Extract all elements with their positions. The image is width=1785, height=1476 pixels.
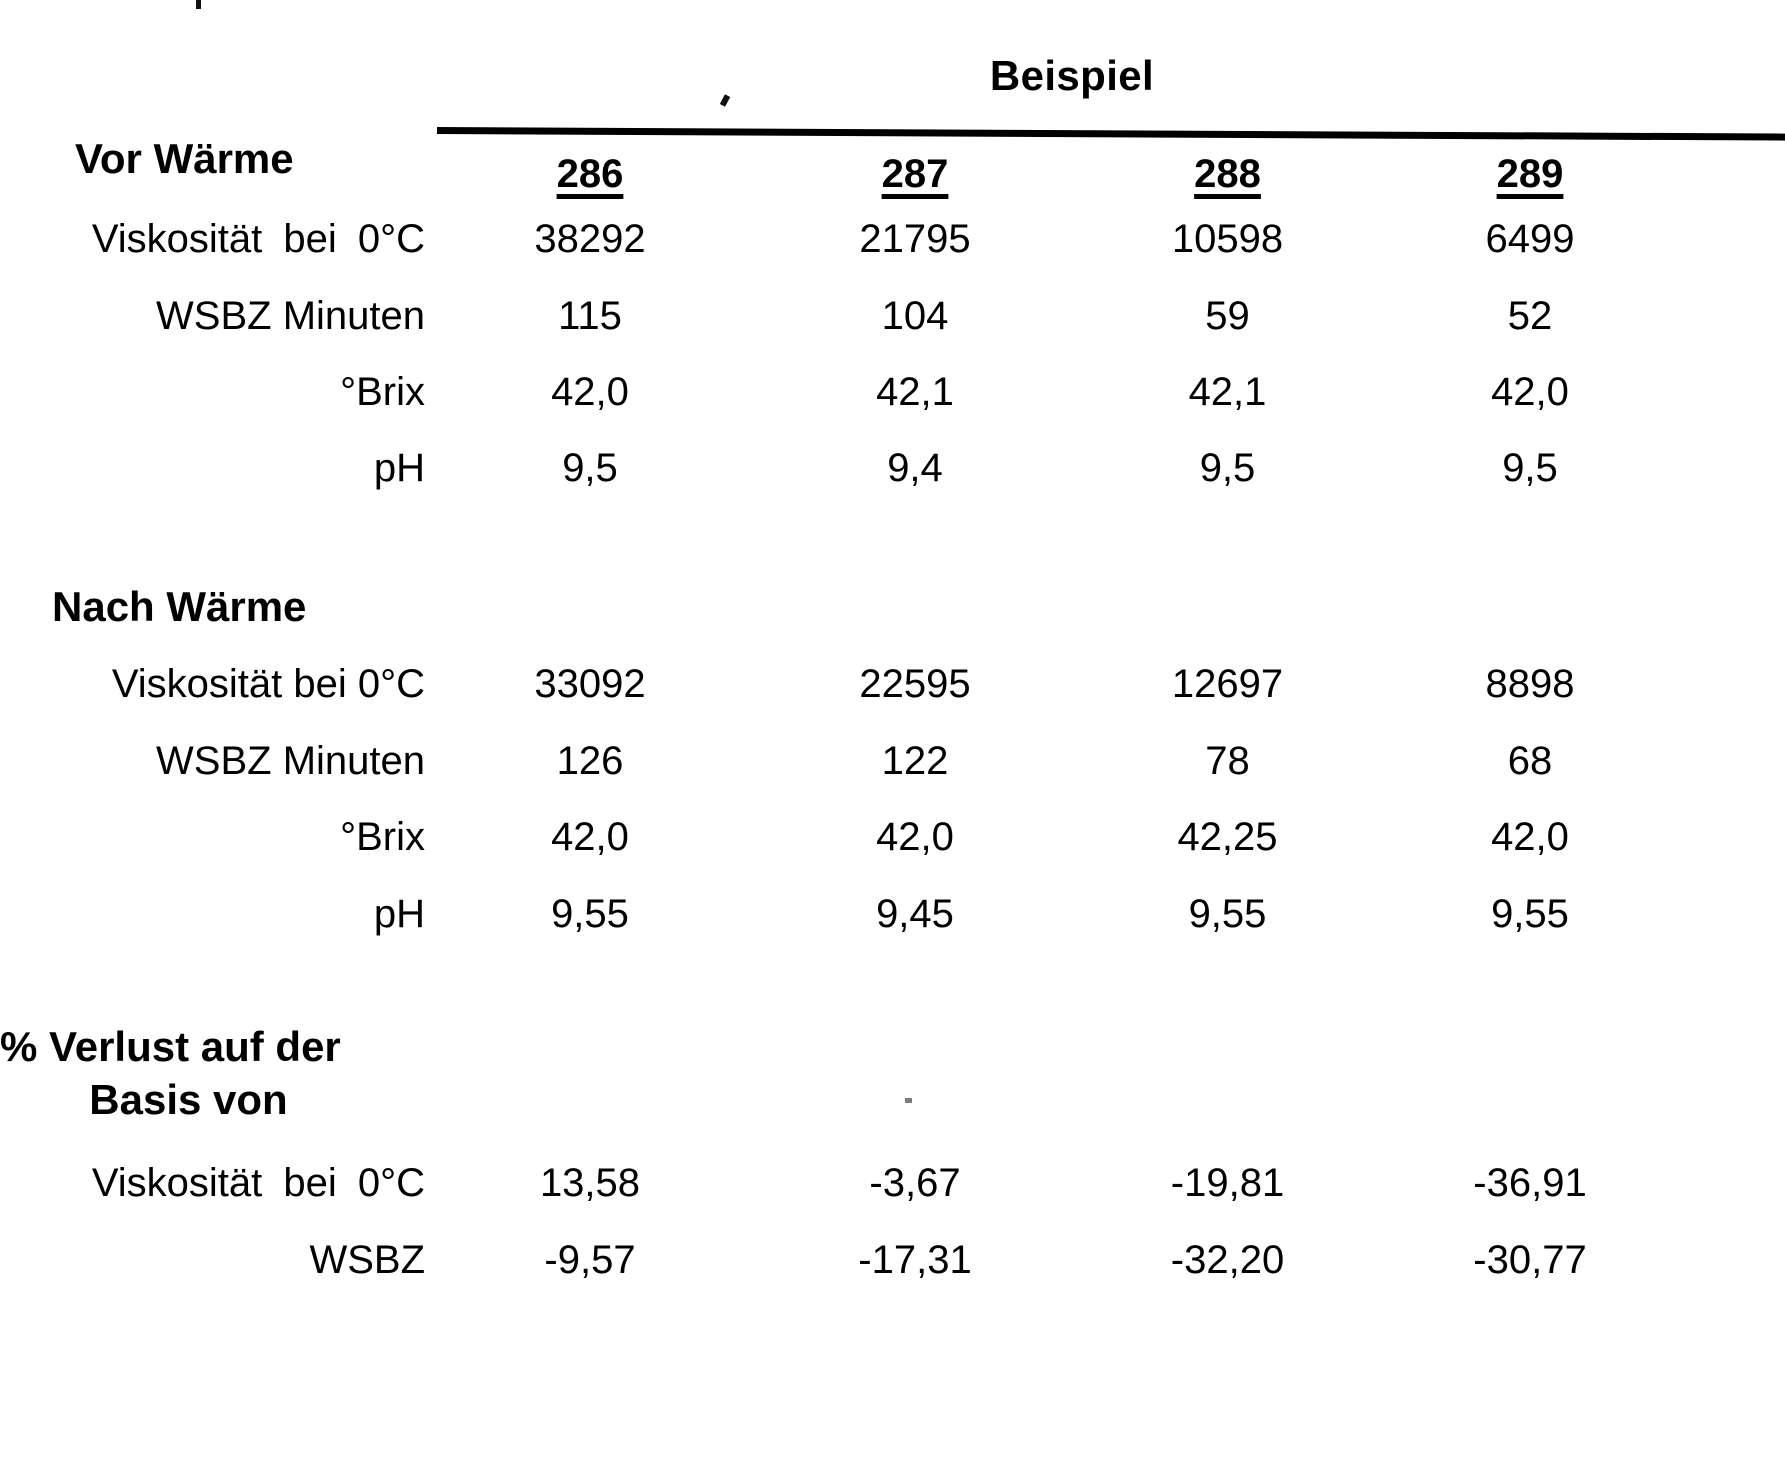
- row-label: pH: [373, 891, 425, 936]
- row-cells: [425, 662, 1785, 707]
- table-cell: 42,0: [551, 814, 629, 859]
- table-header-row: [0, 143, 1785, 205]
- table-cell: 68: [1507, 738, 1553, 783]
- table-cell: 21795: [859, 216, 971, 261]
- table-cell: 9,5: [1502, 445, 1558, 490]
- table-cell: 9,45: [876, 891, 954, 936]
- table-cell: 126: [556, 738, 624, 783]
- row-cells: [425, 1161, 1785, 1206]
- table-cell: -19,81: [1170, 1160, 1285, 1205]
- column-header-288: 288: [1194, 151, 1261, 196]
- table-cell: 10598: [1171, 216, 1284, 261]
- table-cell: -9,57: [544, 1237, 636, 1282]
- header-cells: [425, 152, 1785, 197]
- row-cells: [425, 1238, 1785, 1283]
- table-cell: 9,55: [1188, 891, 1267, 936]
- row-label: Viskosität bei 0°C: [91, 216, 425, 261]
- table-cell: 12697: [1171, 661, 1284, 706]
- row-cells: [425, 446, 1785, 491]
- table-row: [0, 730, 1785, 792]
- row-cells: [425, 892, 1785, 937]
- table-title: Beispiel: [989, 52, 1155, 99]
- table-cell: 42,0: [876, 814, 954, 859]
- row-cells: [425, 294, 1785, 339]
- table-cell: 9,5: [562, 445, 618, 490]
- row-label: WSBZ Minuten: [156, 738, 425, 783]
- table-row: [0, 883, 1785, 945]
- table-cell: 42,0: [1491, 814, 1569, 859]
- row-label: °Brix: [340, 814, 425, 859]
- table-cell: 42,0: [1491, 369, 1569, 414]
- section-heading-line-1: % Verlust auf der: [0, 1023, 341, 1070]
- table-cell: 9,55: [1491, 891, 1569, 936]
- table-cell: 9,4: [887, 445, 943, 490]
- row-cells: [425, 739, 1785, 784]
- section-heading-prozent-verlust: [0, 1021, 425, 1126]
- table-row: [0, 208, 1785, 270]
- table-cell: -32,20: [1170, 1237, 1285, 1282]
- table-cell: 115: [558, 293, 622, 338]
- table-cell: 8898: [1485, 661, 1575, 706]
- table-cell: 9,55: [551, 891, 629, 936]
- table-cell: -3,67: [869, 1160, 961, 1205]
- table-cell: -17,31: [858, 1237, 972, 1282]
- table-cell: 104: [881, 293, 949, 338]
- row-label: °Brix: [340, 369, 425, 414]
- table-row: [0, 437, 1785, 499]
- row-label: WSBZ Minuten: [156, 293, 425, 338]
- section-heading-vor-waerme: Vor Wärme: [75, 135, 294, 182]
- table-row: [0, 1152, 1785, 1214]
- row-label: Viskosität bei 0°C: [111, 661, 425, 706]
- table-cell: -36,91: [1473, 1160, 1587, 1205]
- header-rule-divider: [437, 127, 1785, 141]
- table-cell: -30,77: [1473, 1237, 1587, 1282]
- section-heading-nach-waerme: Nach Wärme: [52, 583, 307, 630]
- row-label: pH: [373, 445, 425, 490]
- column-header-286: 286: [556, 151, 624, 196]
- table-cell: 52: [1507, 293, 1553, 338]
- section-heading-line-2: Basis von: [89, 1075, 288, 1123]
- table-row: [0, 361, 1785, 423]
- table-cell: 59: [1205, 293, 1250, 338]
- table-cell: 122: [881, 738, 949, 783]
- table-row: [0, 285, 1785, 347]
- row-label: Viskosität bei 0°C: [91, 1160, 425, 1205]
- table-row: [0, 806, 1785, 868]
- table-cell: 22595: [859, 661, 971, 706]
- table-cell: 42,0: [551, 369, 629, 414]
- table-cell: 42,25: [1177, 814, 1278, 859]
- table-cell: 42,1: [1188, 369, 1267, 414]
- row-cells: [425, 370, 1785, 415]
- scan-artifact-speck: [905, 1098, 912, 1103]
- table-cell: 9,5: [1199, 445, 1256, 490]
- table-cell: 13,58: [539, 1160, 641, 1205]
- table-cell: 38292: [534, 216, 646, 261]
- table-cell: 42,1: [876, 369, 954, 414]
- table-cell: 33092: [534, 661, 646, 706]
- column-header-287: 287: [881, 151, 949, 196]
- row-label: WSBZ: [309, 1237, 425, 1282]
- table-cell: 78: [1205, 738, 1250, 783]
- column-header-289: 289: [1496, 151, 1564, 196]
- scan-artifact-speck: [196, 0, 201, 9]
- table-row: [0, 1229, 1785, 1291]
- row-cells: [425, 815, 1785, 860]
- row-cells: [425, 217, 1785, 262]
- table-cell: 6499: [1485, 216, 1575, 261]
- table-row: [0, 653, 1785, 715]
